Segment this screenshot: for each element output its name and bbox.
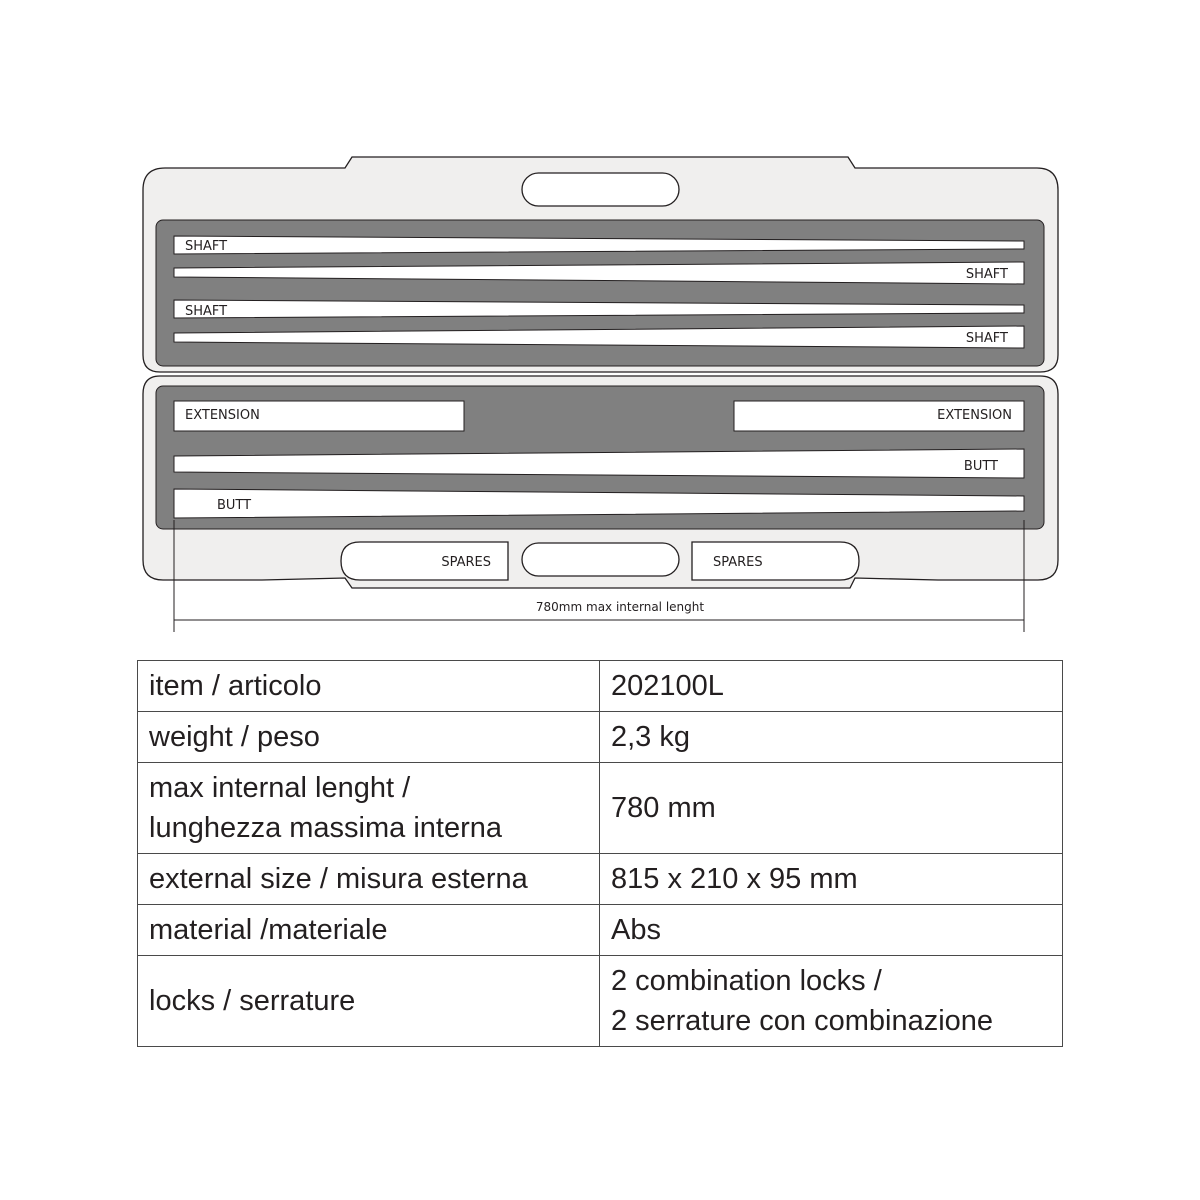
spec-label: locks / serrature	[138, 956, 600, 1047]
spec-value: 202100L	[600, 661, 1063, 712]
shaft-label: SHAFT	[965, 331, 1008, 346]
bottom-handle	[522, 543, 679, 576]
spec-value: 780 mm	[600, 763, 1063, 854]
spares-compartment-right	[692, 542, 859, 580]
extension-slot-right	[734, 401, 1024, 431]
spec-table	[137, 660, 1063, 1047]
spec-value: 815 x 210 x 95 mm	[600, 854, 1063, 905]
table-row	[138, 905, 1063, 956]
extension-label: EXTENSION	[937, 408, 1012, 423]
spec-label: external size / misura esterna	[138, 854, 600, 905]
top-handle	[522, 173, 679, 206]
spares-label: SPARES	[713, 555, 763, 570]
shaft-label: SHAFT	[185, 304, 228, 319]
spec-label: max internal lenght / lunghezza massima interna	[138, 763, 600, 854]
butt-label: BUTT	[217, 498, 252, 513]
spec-label: weight / peso	[138, 712, 600, 763]
shaft-label: SHAFT	[965, 267, 1008, 282]
spec-label: item / articolo	[138, 661, 600, 712]
table-row	[138, 712, 1063, 763]
spec-value: 2,3 kg	[600, 712, 1063, 763]
extension-slot-left	[174, 401, 464, 431]
spec-value: Abs	[600, 905, 1063, 956]
spec-label: material /materiale	[138, 905, 600, 956]
spares-label: SPARES	[441, 555, 491, 570]
spares-compartment-left	[341, 542, 508, 580]
dimension-label: 780mm max internal lenght	[535, 600, 705, 614]
table-row	[138, 763, 1063, 854]
spec-value: 2 combination locks / 2 serrature con combinazione	[600, 956, 1063, 1047]
table-row	[138, 661, 1063, 712]
table-row	[138, 854, 1063, 905]
butt-label: BUTT	[963, 459, 998, 474]
table-row	[138, 956, 1063, 1047]
extension-label: EXTENSION	[185, 408, 260, 423]
shaft-label: SHAFT	[185, 239, 228, 254]
